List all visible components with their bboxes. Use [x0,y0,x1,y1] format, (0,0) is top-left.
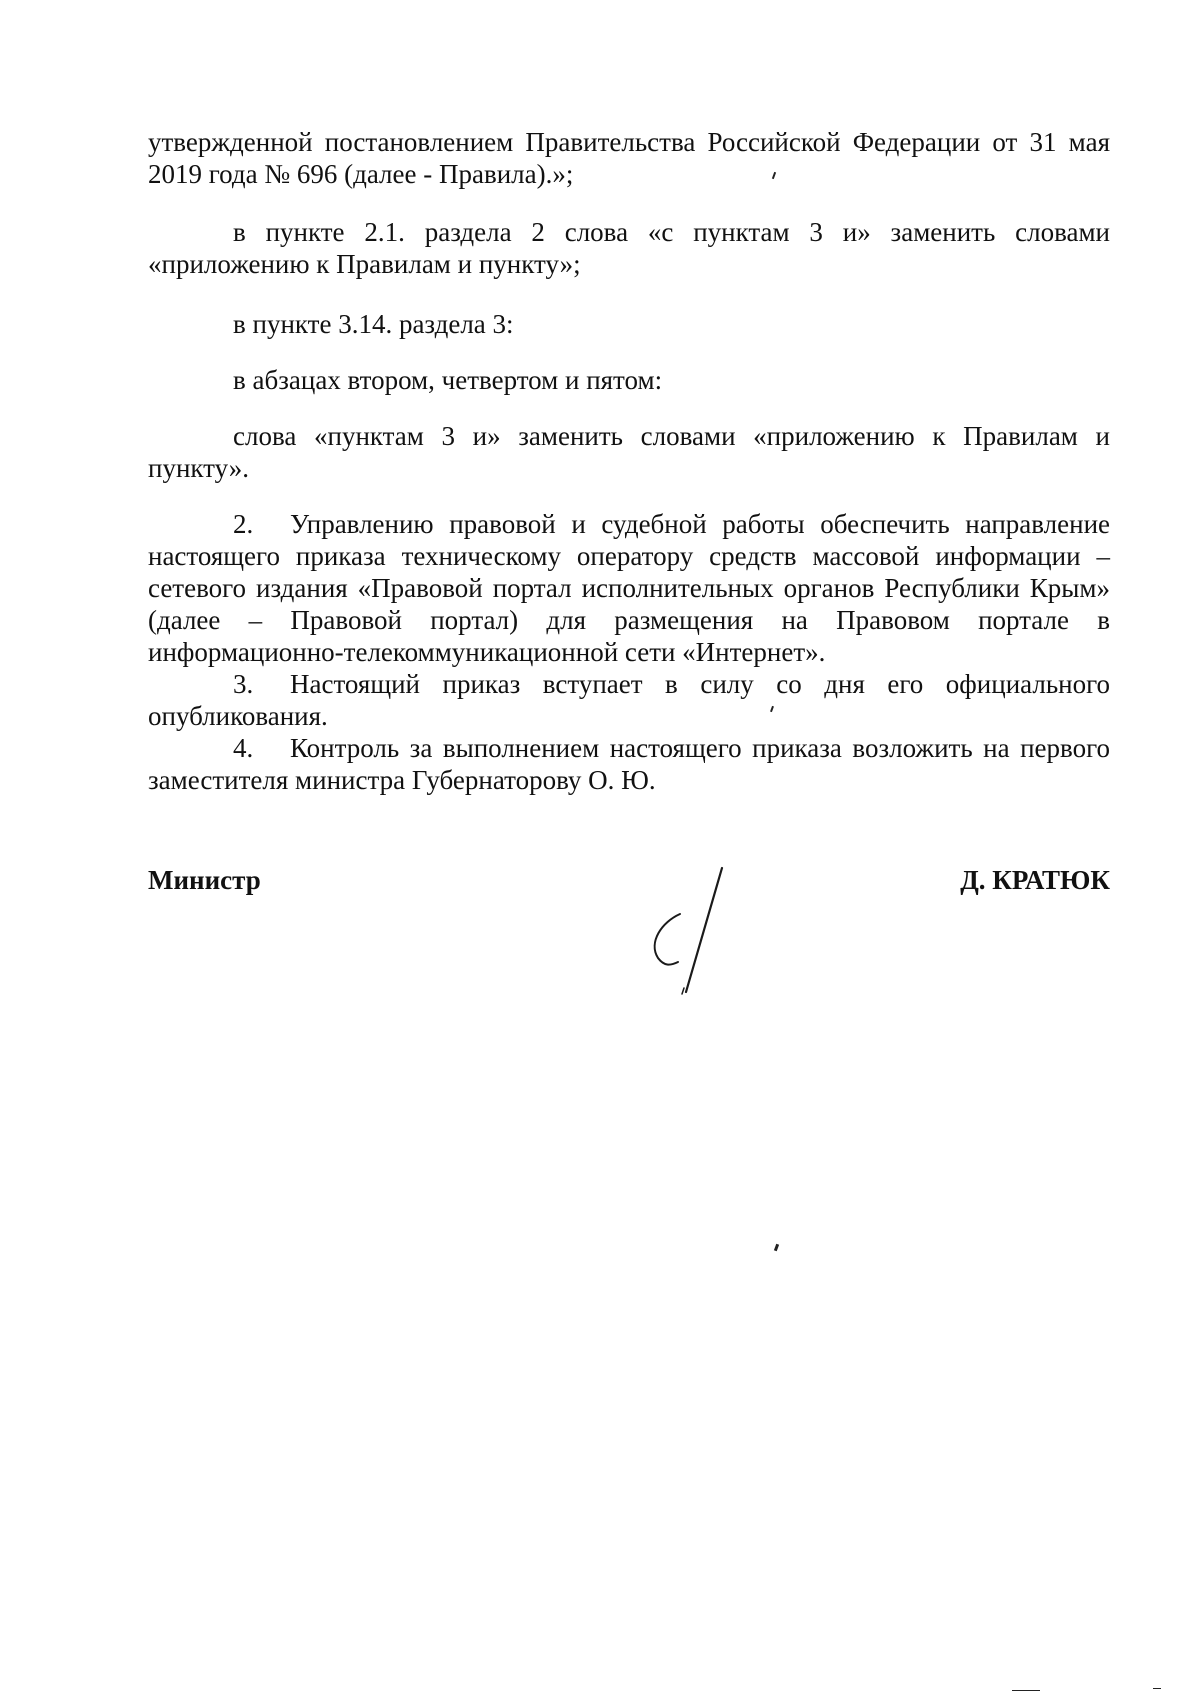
paragraph-text: слова «пунктам 3 и» заменить словами «приложению к Правилам и пункту». [148,421,1110,483]
signatory-name: Д. КРАТЮК [960,865,1110,895]
paragraph-text: Контроль за выполнением настоящего приказа возложить на первого заместителя министра Губернаторову О. Ю. [148,733,1110,795]
paragraph-approved-by-resolution [148,126,1110,190]
paragraph-text: утвержденной постановлением Правительства Российской Федерации от 31 мая 2019 года № 696 (далее - Правила).»; [148,127,1110,189]
paragraph-text: Управлению правовой и судебной работы обеспечить направление настоящего приказа техническому оператору средств массовой информации – сетевого издания «Правовой портал исполнительных органов Республики Крым» (далее – Правовой портал) для размещения на Правовом портале в информационно-телекоммуникационной сети «Интернет». [148,509,1110,667]
paragraph-item-4 [148,732,1110,796]
paragraph-clause-3-14 [148,308,1110,340]
scan-speck [1153,1688,1161,1689]
signatory-position: Министр [148,865,261,895]
paragraph-text: в пункте 2.1. раздела 2 слова «с пунктам 3 и» заменить словами «приложению к Правилам и пункту»; [148,217,1110,279]
paragraph-item-3 [148,668,1110,732]
paragraph-text: в пункте 3.14. раздела 3: [233,309,514,339]
paragraph-replace-words [148,420,1110,484]
item-number: 2. [233,509,254,539]
paragraph-subparagraphs [148,364,1110,396]
scan-speck [774,1244,779,1252]
paragraph-item-2 [148,508,1110,668]
paragraph-text: в абзацах втором, четвертом и пятом: [233,365,663,395]
paragraph-text: Настоящий приказ вступает в силу со дня его официального опубликования. [148,669,1110,731]
item-number: 3. [233,669,254,699]
paragraph-clause-2-1 [148,216,1110,280]
item-number: 4. [233,733,254,763]
handwritten-signature [640,862,730,1002]
scan-speck [1012,1690,1040,1691]
